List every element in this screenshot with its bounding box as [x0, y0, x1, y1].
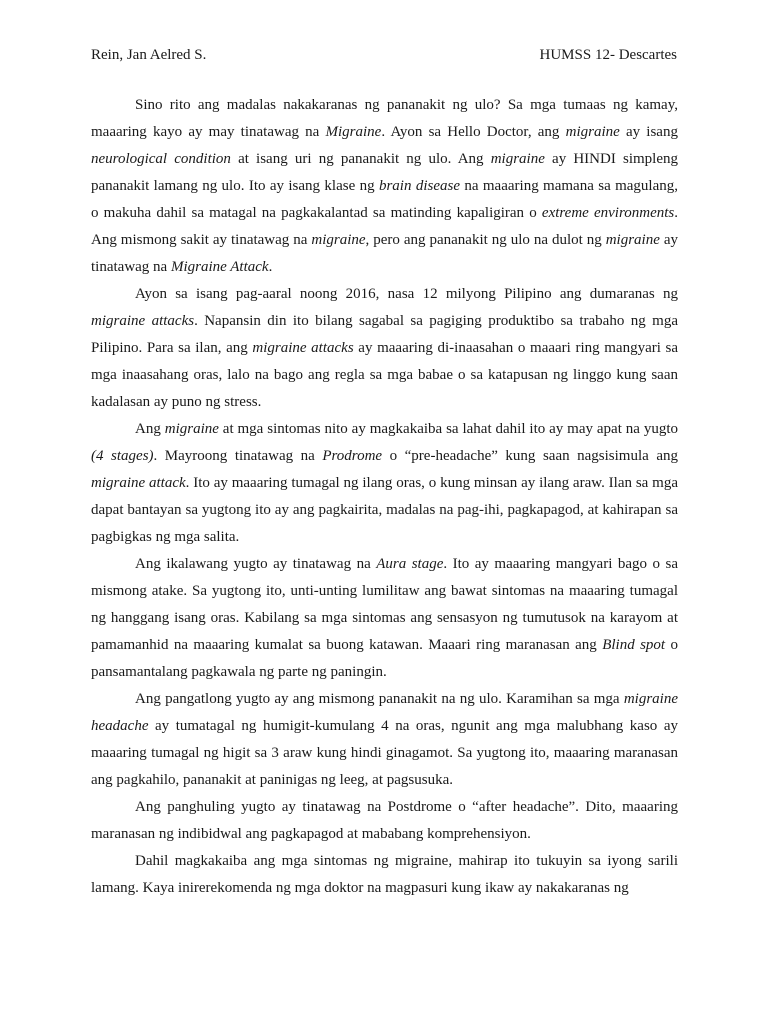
- italic-term: migraine attack: [91, 475, 186, 491]
- paragraph: [91, 551, 678, 686]
- paragraph: [91, 416, 678, 551]
- text-run: . Mayroong tinatawag na: [153, 448, 323, 464]
- italic-term: brain disease: [378, 178, 460, 194]
- text-run: ay tumatagal ng humigit-kumulang 4 na oras, ngunit ang mga malubhang kaso ay maaaring tumagal ng higit sa 3 araw kung hindi ginagamot. Sa yugtong ito, maaaring maranasan ang pagkahilo, pananakit at paninigas ng leeg, at pagsusuka.: [91, 718, 678, 788]
- italic-term: migraine: [490, 151, 545, 167]
- text-run: . Ayon sa Hello Doctor, ang: [381, 124, 566, 140]
- text-run: . Napansin din ito bilang sagabal sa pagiging produktibo sa trabaho ng mga Pilipino. Para sa ilan, ang: [91, 313, 678, 356]
- text-run: at isang uri ng pananakit ng ulo. Ang: [230, 151, 491, 167]
- italic-term: migraine: [605, 232, 660, 248]
- text-run: ay maaaring di-inaasahan o maaari ring mangyari sa mga inaasahang oras, lalo na bago ang regla sa mga babae o sa katapusan ng linggo kung saan kadalasan ay puno ng stress.: [91, 340, 678, 410]
- text-run: ay tinatawag na: [91, 232, 678, 275]
- italic-term: migraine attacks: [252, 340, 354, 356]
- italic-term: Blind spot: [602, 637, 666, 653]
- page-header: [91, 45, 677, 65]
- italic-term: neurological condition: [91, 151, 231, 167]
- text-run: . Ito ay maaaring mangyari bago o sa mismong atake. Sa yugtong ito, unti-unting lumilitaw ang bawat sintomas na maaaring tumagal ng hanggang isang oras. Kabilang sa mga sintomas ang sensasyon ng tumutusok na karayom at pamamanhid na maaaring kumalat sa buong katawan. Maaari ring maranasan ang: [91, 556, 678, 653]
- paragraph: [91, 92, 678, 281]
- italic-term: migraine: [311, 232, 366, 248]
- paragraph: [91, 686, 678, 794]
- text-run: , pero ang pananakit ng ulo na dulot ng: [365, 232, 606, 248]
- italic-term: Prodrome: [322, 448, 383, 464]
- paragraph: [91, 848, 678, 902]
- text-run: Ang pangatlong yugto ay ang mismong pananakit na ng ulo. Karamihan sa mga: [135, 691, 624, 707]
- text-run: na maaaring mamana sa magulang, o makuha dahil sa matagal na pagkakalantad sa matinding kapaligiran o: [91, 178, 678, 221]
- text-run: .: [268, 259, 273, 275]
- text-run: ay isang: [619, 124, 678, 140]
- italic-term: migraine: [565, 124, 620, 140]
- italic-term: migraine attacks: [91, 313, 195, 329]
- text-run: ay HINDI simpleng pananakit lamang ng ulo. Ito ay isang klase ng: [91, 151, 678, 194]
- text-run: . Ang mismong sakit ay tinatawag na: [91, 205, 678, 248]
- italic-term: Migraine Attack: [170, 259, 269, 275]
- text-run: Ang: [135, 421, 165, 437]
- text-run: . Ito ay maaaring tumagal ng ilang oras, o kung minsan ay ilang araw. Ilan sa mga dapat bantayan sa yugtong ito ay ang pagkairita, madalas na pag-ihi, pagkapagod, at kahirapan sa pagbigkas ng mga salita.: [91, 475, 678, 545]
- text-run: Dahil magkakaiba ang mga sintomas ng migraine, mahirap ito tukuyin sa iyong sarili lamang. Kaya inirerekomenda ng mga doktor na magpasuri kung ikaw ay nakakaranas ng: [91, 853, 678, 896]
- text-run: o pansamantalang pagkawala ng parte ng paningin.: [91, 637, 678, 680]
- italic-term: extreme environments: [541, 205, 675, 221]
- text-run: Ang panghuling yugto ay tinatawag na Postdrome o “after headache”. Dito, maaaring maranasan ng indibidwal ang pagkapagod at mababang komprehensiyon.: [91, 799, 678, 842]
- italic-term: Aura stage: [376, 556, 444, 572]
- italic-term: (4 stages): [91, 448, 154, 464]
- class-section: HUMSS 12- Descartes: [539, 47, 677, 63]
- text-run: Sino rito ang madalas nakakaranas ng pananakit ng ulo? Sa mga tumaas ng kamay, maaaring kayo ay may tinatawag na: [91, 97, 678, 140]
- text-run: Ayon sa isang pag-aaral noong 2016, nasa 12 milyong Pilipino ang dumaranas ng: [135, 286, 678, 302]
- italic-term: migraine: [164, 421, 219, 437]
- author-name: Rein, Jan Aelred S.: [91, 47, 207, 63]
- paragraph: [91, 794, 678, 848]
- text-run: at mga sintomas nito ay magkakaiba sa lahat dahil ito ay may apat na yugto: [218, 421, 678, 437]
- text-run: Ang ikalawang yugto ay tinatawag na: [135, 556, 377, 572]
- italic-term: migraine headache: [91, 691, 678, 734]
- paragraph: [91, 281, 678, 416]
- italic-term: Migraine: [325, 124, 382, 140]
- essay-body: [91, 92, 678, 902]
- text-run: o “pre-headache” kung saan nagsisimula ang: [382, 448, 678, 464]
